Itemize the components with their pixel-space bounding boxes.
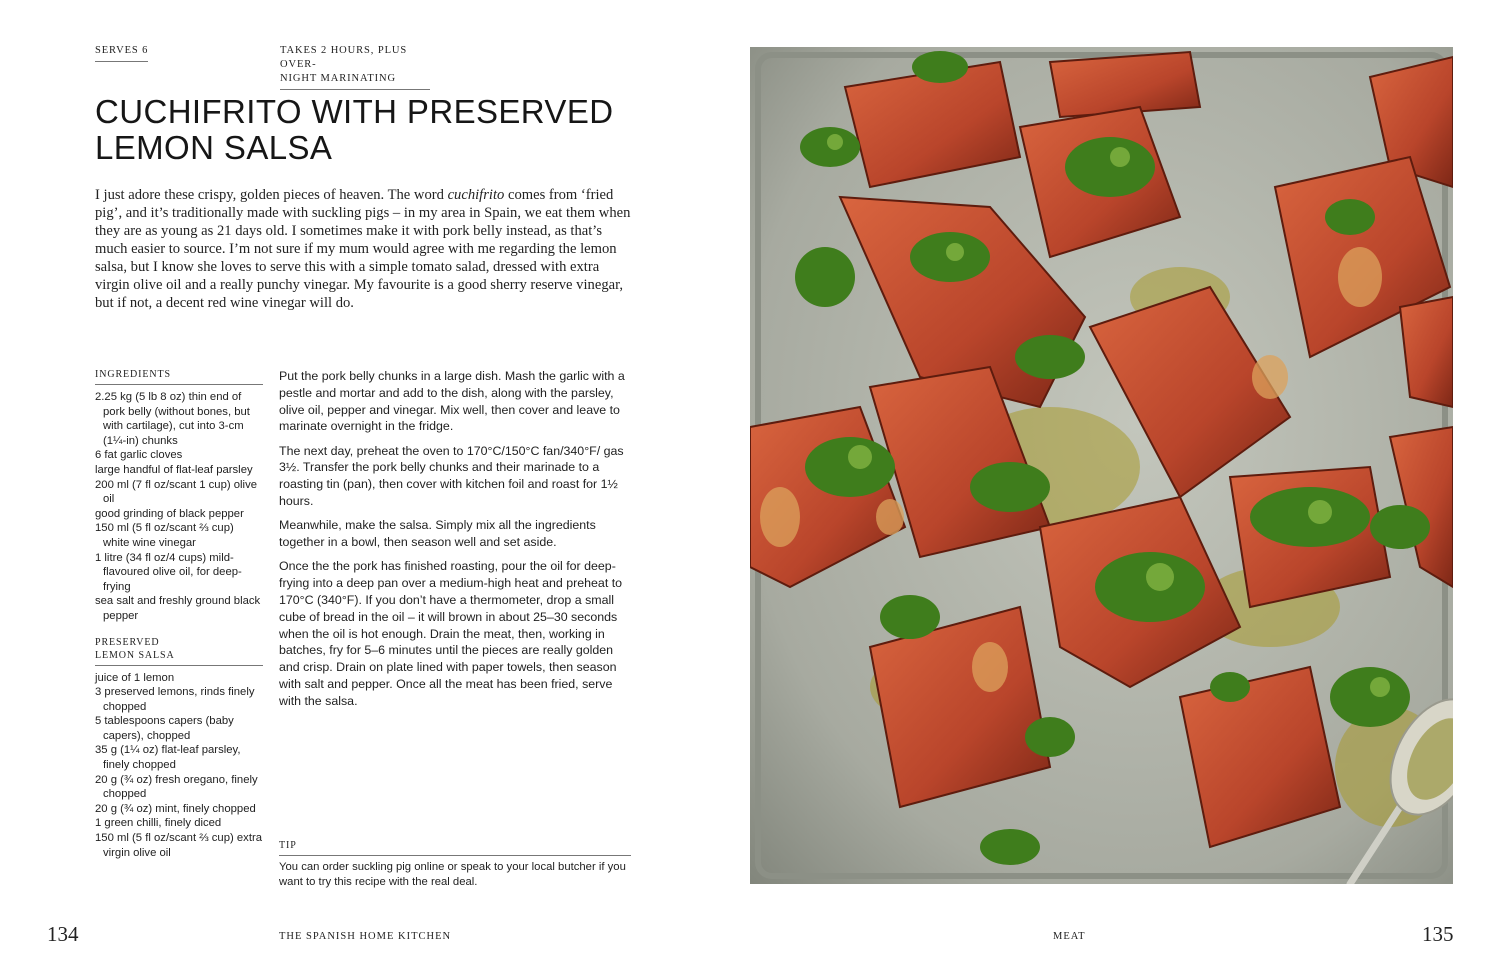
salsa-ingredient-item: juice of 1 lemon: [95, 671, 175, 684]
salsa-ingredient-item: 150 ml (5 fl oz/scant ⅔ cup) extra virgin olive oil: [95, 832, 263, 859]
intro-text-start: I just adore these crispy, golden pieces of heaven. The word: [95, 187, 448, 203]
running-chapter-title: MEAT: [1053, 931, 1086, 942]
tip-heading: TIP: [279, 839, 631, 856]
ingredient-item: 1 litre (34 fl oz/4 cups) mild-flavoured olive oil, for deep-frying: [95, 551, 242, 593]
ingredient-item: large handful of flat-leaf parsley: [95, 463, 253, 476]
running-book-title: THE SPANISH HOME KITCHEN: [279, 931, 452, 942]
ingredients-list: [95, 390, 263, 624]
recipe-title: [95, 94, 655, 166]
page-number-left: 134: [47, 922, 79, 946]
ingredient-item: sea salt and freshly ground black pepper: [95, 595, 261, 622]
time-label-line1: TAKES 2 HOURS, PLUS OVER-: [280, 45, 408, 70]
ingredient-item: 6 fat garlic cloves: [95, 449, 183, 462]
ingredients-column: [95, 368, 263, 872]
salsa-heading-line2: LEMON SALSA: [95, 649, 175, 661]
method-step: The next day, preheat the oven to 170°C/150°C fan/340°F/ gas 3½. Transfer the pork belly chunks and their marinade to a roasting tin (pan), then cover with kitchen foil and roast for 1½ hours.: [279, 443, 624, 509]
recipe-intro: [95, 186, 635, 312]
method-step: Once the the pork has finished roasting, pour the oil for deep-frying into a deep pan over a medium-high heat and preheat to 170°C (340°F). If you don’t have a thermometer, drop a small cube of bread in the oil – it will brown in about 25–30 seconds when the oil is hot enough. Drain the meat, then, working in batches, fry for 5–6 minutes until the pieces are really golden and crisp. Drain on plate lined with paper towels, then season with salt and pepper. Once all the meat has been fried, serve with the salsa.: [279, 559, 623, 708]
intro-emphasis: cuchifrito: [447, 187, 505, 203]
salsa-heading-line1: PRESERVED: [95, 636, 160, 648]
salsa-ingredient-item: 3 preserved lemons, rinds finely chopped: [95, 686, 255, 713]
page-number-right: 135: [1422, 922, 1454, 946]
method-column: [279, 368, 631, 717]
salsa-ingredients-list: [95, 671, 263, 861]
ingredients-heading: INGREDIENTS: [95, 368, 263, 385]
intro-text-end: comes from ‘fried pig’, and it’s traditionally made with suckling pigs – in my area in Spain, we eat them when they are as young as 21 days old. I sometimes make it with pork belly instead, as that’s much easier to source. I’m not sure if my mum would agree with me regarding the lemon salsa, but I know she loves to serve this with a simple tomato salad, dressed with extra virgin olive oil and a really punchy vinegar. My favourite is a good sherry reserve vinegar, but if not, a decent red wine vinegar will do.: [95, 187, 631, 311]
salsa-heading: [95, 636, 263, 666]
food-photo-illustration: [750, 47, 1453, 884]
ingredient-item: 2.25 kg (5 lb 8 oz) thin end of pork belly (without bones, but with cartilage), cut into 3-cm (1¼-in) chunks: [95, 391, 250, 447]
salsa-ingredient-item: 20 g (¾ oz) fresh oregano, finely chopped: [95, 773, 258, 801]
ingredient-item: good grinding of black pepper: [95, 507, 244, 520]
recipe-title-line1: CUCHIFRITO WITH PRESERVED: [95, 93, 614, 130]
recipe-title-line2: LEMON SALSA: [95, 129, 333, 166]
salsa-ingredient-item: 1 green chilli, finely diced: [95, 817, 222, 830]
tip-box: [279, 839, 631, 889]
salsa-ingredient-item: 20 g (¾ oz) mint, finely chopped: [95, 802, 256, 815]
time-label: [280, 44, 430, 90]
tip-text: You can order suckling pig online or speak to your local butcher if you want to try this recipe with the real deal.: [279, 861, 626, 888]
method-step: Meanwhile, make the salsa. Simply mix all the ingredients together in a bowl, then season well and set aside.: [279, 518, 596, 550]
method-step: Put the pork belly chunks in a large dish. Mash the garlic with a pestle and mortar and add to the dish, along with the parsley, olive oil, pepper and vinegar. Mix well, then cover and leave to marinate overnight in the fridge.: [279, 369, 625, 434]
ingredient-item: 150 ml (5 fl oz/scant ⅔ cup) white wine vinegar: [95, 522, 234, 549]
time-label-line2: NIGHT MARINATING: [280, 73, 396, 84]
salsa-ingredient-item: 35 g (1¼ oz) flat-leaf parsley, finely chopped: [95, 744, 241, 772]
serves-label: SERVES 6: [95, 44, 148, 62]
food-photo: [750, 47, 1453, 884]
salsa-ingredient-item: 5 tablespoons capers (baby capers), chopped: [95, 715, 234, 742]
ingredient-item: 200 ml (7 fl oz/scant 1 cup) olive oil: [95, 478, 257, 506]
